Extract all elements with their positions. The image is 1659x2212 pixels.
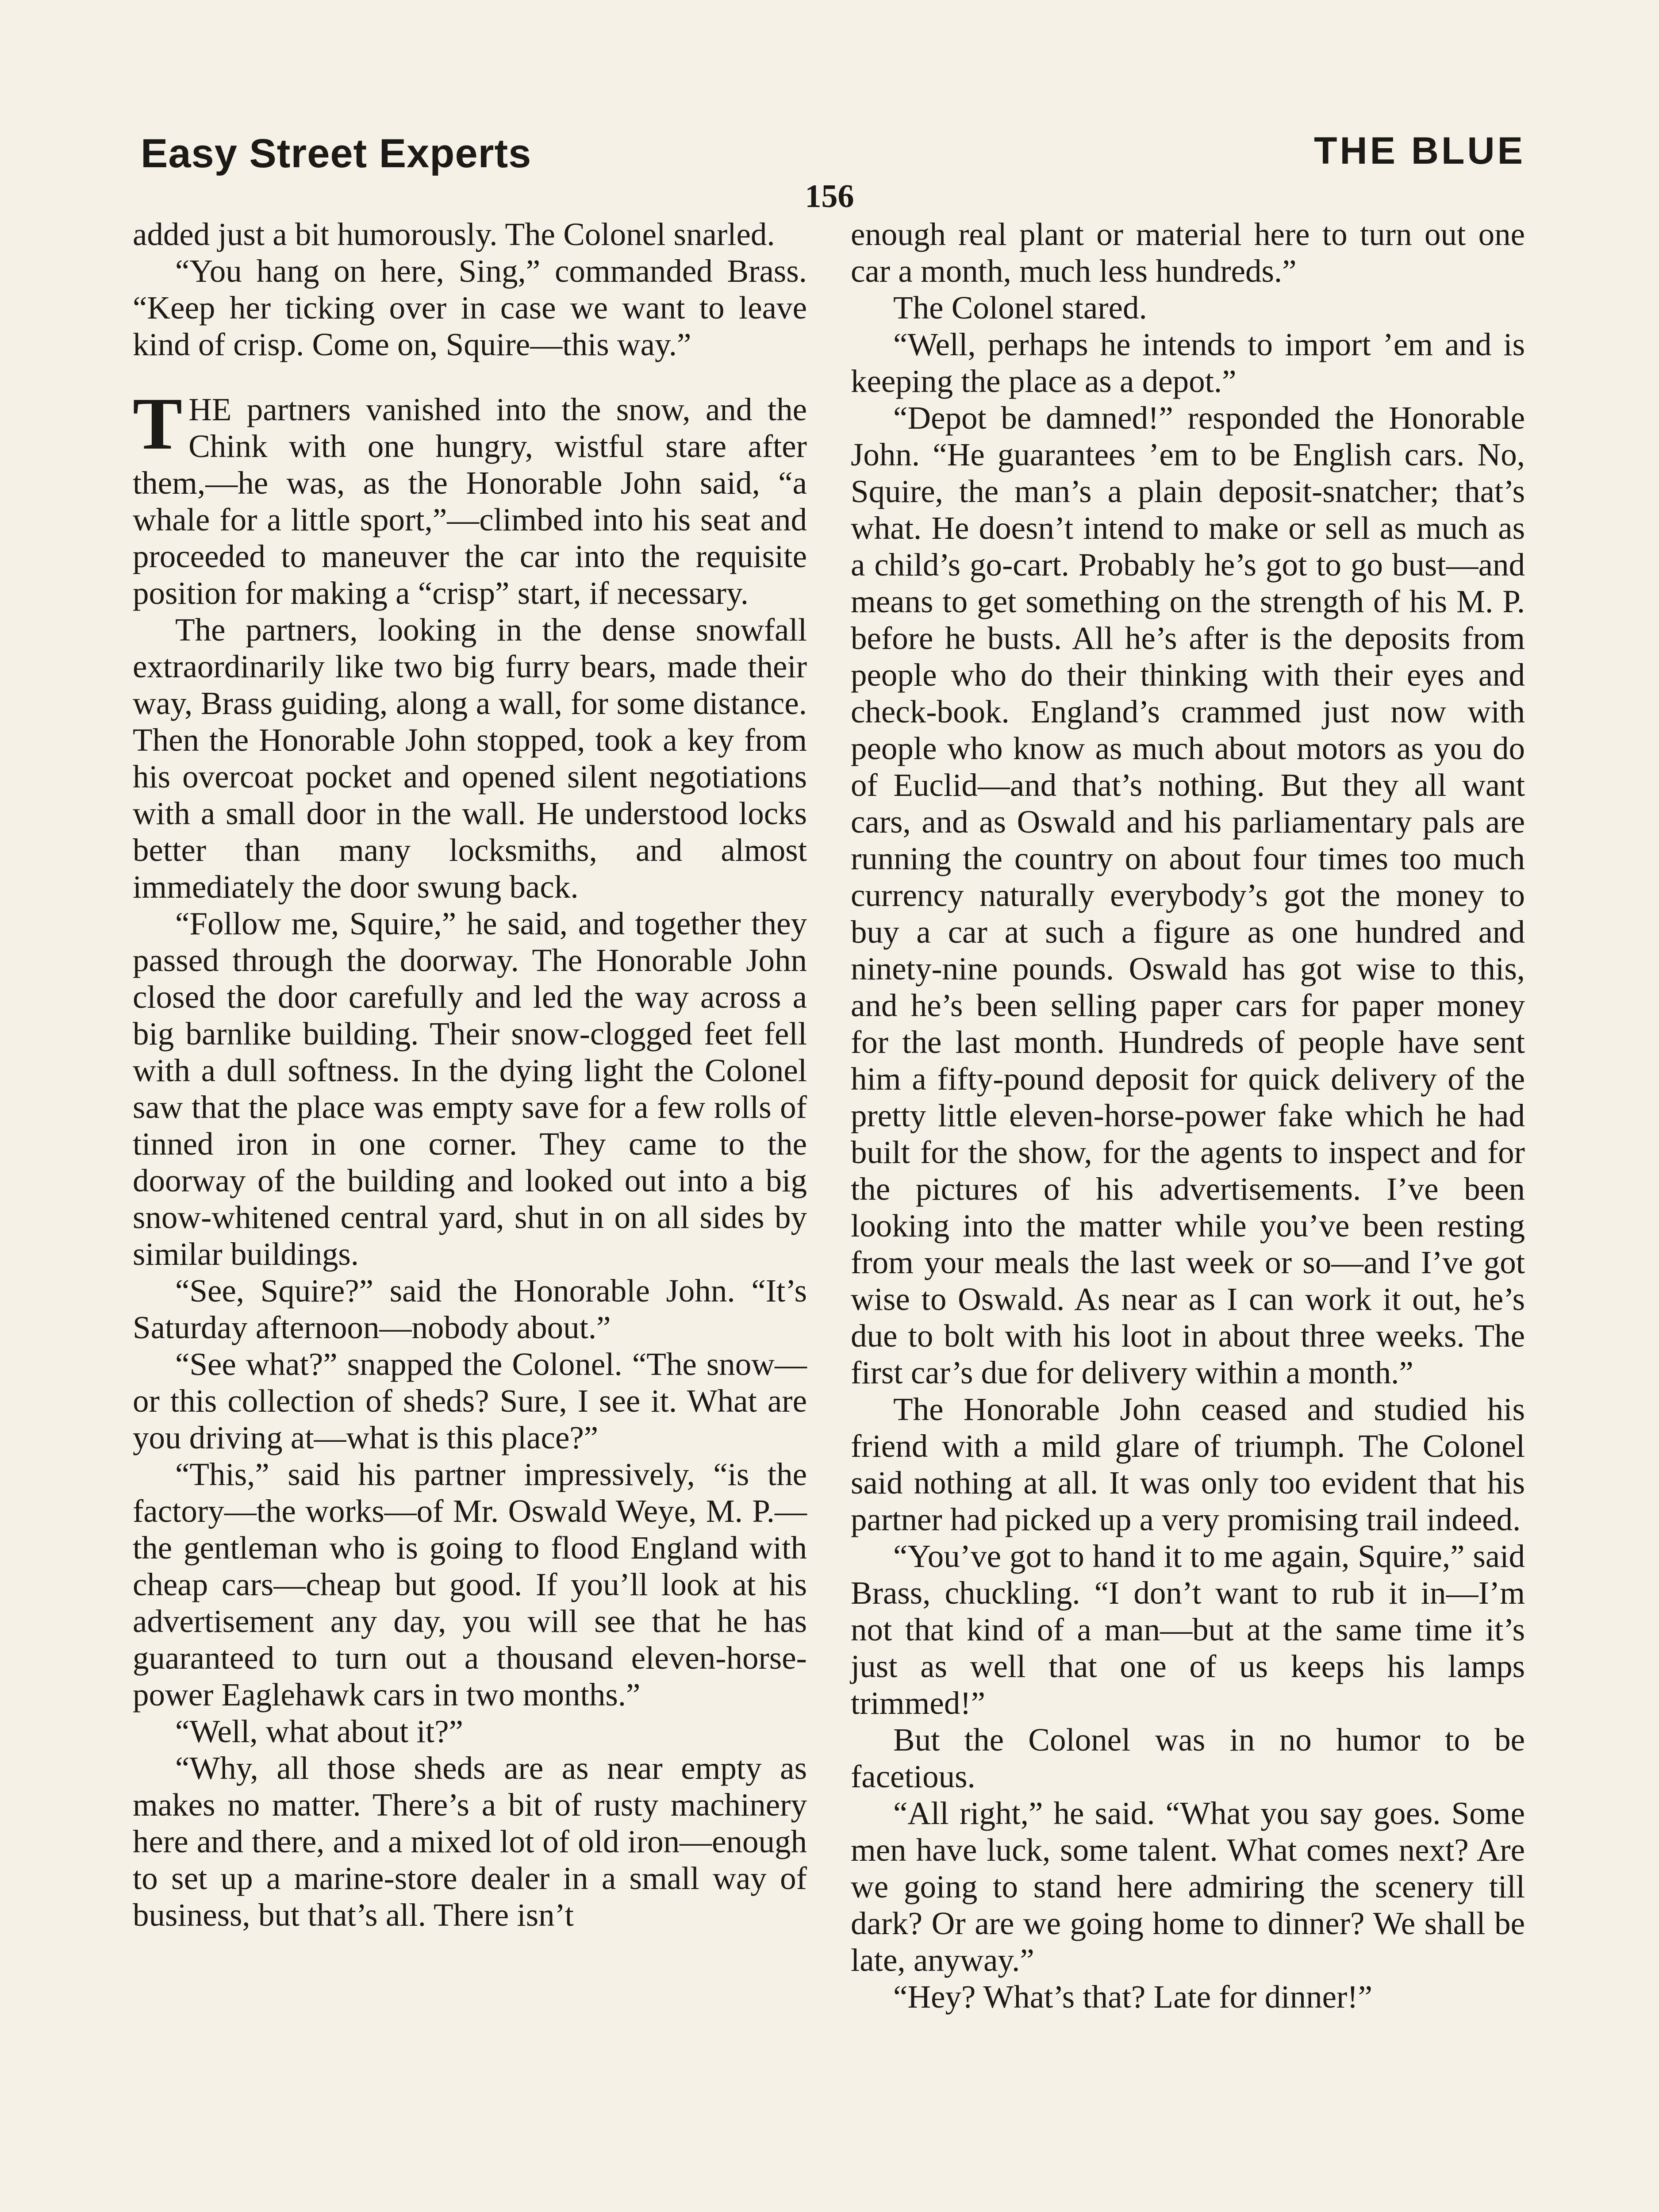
paragraph: “See what?” snapped the Colonel. “The snow—or this collection of sheds? Sure, I see it. What are you driving at—what is this place?”	[133, 1346, 807, 1455]
paragraph: added just a bit humorously. The Colonel snarled.	[133, 216, 775, 252]
paragraph: “See, Squire?” said the Honorable John. “It’s Saturday afternoon—nobody about.”	[133, 1273, 807, 1345]
paragraph: The Honorable John ceased and studied his friend with a mild glare of triumph. The Colonel said nothing at all. It was only too evident that his partner had picked up a very promising trail indeed.	[851, 1391, 1525, 1537]
left-column	[133, 216, 807, 1933]
paragraph: “Well, what about it?”	[175, 1713, 463, 1749]
paragraph: “Depot be damned!” responded the Honorable John. “He guarantees ’em to be English cars. No, Squire, the man’s a plain deposit-snatcher; that’s what. He doesn’t intend to make or sell as much as a child’s go-cart. Probably he’s got to go bust—and means to get something on the strength of his M. P. before he busts. All he’s after is the deposits from people who do their thinking with their eyes and check-book. England’s crammed just now with people who know as much about motors as you do of Euclid—and that’s nothing. But they all want cars, and as Oswald and his parliamentary pals are running the country on about four times too much currency naturally everybody’s got the money to buy a car at such a figure as one hundred and ninety-nine pounds. Oswald has got wise to this, and he’s been selling paper cars for paper money for the last month. Hundreds of people have sent him a fifty-pound deposit for quick delivery of the pretty little eleven-horse-power fake which he had built for the show, for the agents to inspect and for the pictures of his advertisements. I’ve been looking into the matter while you’ve been resting from your meals the last week or so—and I’ve got wise to Oswald. As near as I can work it out, he’s due to bolt with his loot in about three weeks. The first car’s due for delivery within a month.”	[851, 400, 1525, 1390]
section-start-paragraph	[133, 383, 807, 611]
paragraph: The Colonel stared.	[893, 290, 1147, 326]
paragraph-text: HE partners vanished into the snow, and the Chink with one hungry, wistful stare after them,—he was, as the Honorable John said, “a whale for a little sport,”—climbed into his seat and proceeded to maneuver the car into the requisite position for making a “crisp” start, if necessary.	[133, 392, 807, 611]
paragraph: “Hey? What’s that? Late for dinner!”	[893, 1979, 1372, 2015]
paragraph: “You’ve got to hand it to me again, Squire,” said Brass, chuckling. “I don’t want to rub it in—I’m not that kind of a man—but at the same time it’s just as well that one of us keeps his lamps trimmed!”	[851, 1538, 1525, 1721]
paragraph: The partners, looking in the dense snowfall extraordinarily like two big furry bears, made their way, Brass guiding, along a wall, for some distance. Then the Honorable John stopped, took a key from his overcoat pocket and opened silent negotiations with a small door in the wall. He understood locks better than many locksmiths, and almost immediately the door swung back.	[133, 612, 807, 905]
paragraph: “Well, perhaps he intends to import ’em and is keeping the place as a depot.”	[851, 326, 1525, 399]
paragraph: “You hang on here, Sing,” commanded Brass. “Keep her ticking over in case we want to leave kind of crisp. Come on, Squire—this way.”	[133, 253, 807, 362]
paragraph: But the Colonel was in no humor to be facetious.	[851, 1722, 1525, 1794]
paragraph: “Why, all those sheds are as near empty as makes no matter. There’s a bit of rusty machinery here and there, and a mixed lot of old iron—enough to set up a marine-store dealer in a small way of business, but that’s all. There isn’t	[133, 1750, 807, 1933]
page-number: 156	[805, 178, 854, 215]
paragraph: “This,” said his partner impressively, “is the factory—the works—of Mr. Oswald Weye, M. P.—the gentleman who is going to flood England with cheap cars—cheap but good. If you’ll look at his advertisement any day, you will see that he has guaranteed to turn out a thousand eleven-horse-power Eaglehawk cars in two months.”	[133, 1456, 807, 1713]
right-column	[851, 216, 1525, 2015]
drop-cap: T	[133, 383, 183, 465]
magazine-name: THE BLUE	[1314, 130, 1525, 172]
running-title: Easy Street Experts	[141, 131, 532, 176]
paragraph: enough real plant or material here to turn out one car a month, much less hundreds.”	[851, 216, 1525, 289]
paragraph: “All right,” he said. “What you say goes. Some men have luck, some talent. What comes next? Are we going to stand here admiring the scenery till dark? Or are we going home to dinner? We shall be late, anyway.”	[851, 1795, 1525, 1978]
paragraph: “Follow me, Squire,” he said, and together they passed through the doorway. The Honorable John closed the door carefully and led the way across a big barnlike building. Their snow-clogged feet fell with a dull softness. In the dying light the Colonel saw that the place was empty save for a few rolls of tinned iron in one corner. They came to the doorway of the building and looked out into a big snow-whitened central yard, shut in on all sides by similar buildings.	[133, 906, 807, 1272]
